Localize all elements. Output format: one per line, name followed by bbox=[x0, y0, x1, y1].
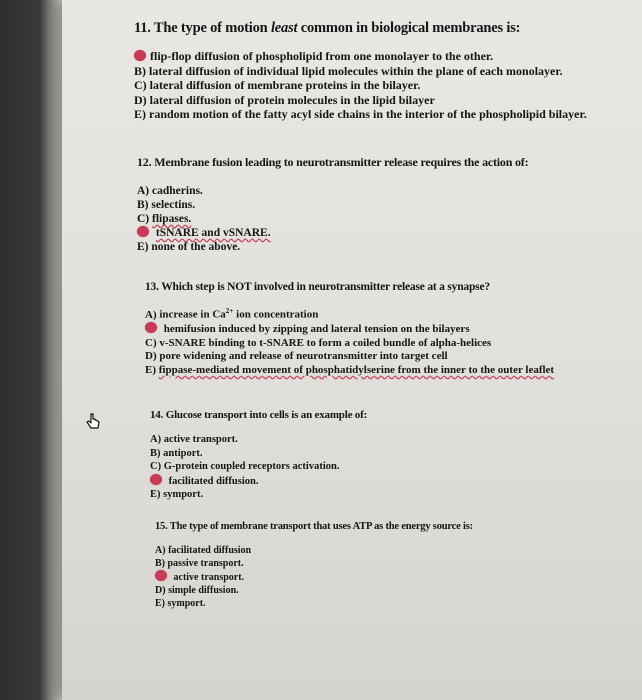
question-11-title: 11. The type of motion least common in biological membranes is: bbox=[134, 20, 521, 36]
option-13-b[interactable]: hemifusion induced by zipping and lateral tension on the bilayers bbox=[145, 322, 554, 337]
answer-mark-icon bbox=[134, 50, 146, 61]
question-14 bbox=[150, 409, 367, 502]
question-13-title: 13. Which step is NOT involved in neurotransmitter release at a synapse? bbox=[145, 281, 490, 293]
option-11-b[interactable]: B) lateral diffusion of individual lipid molecules within the plane of each monolayer. bbox=[134, 63, 563, 78]
option-15-e[interactable]: E) symport. bbox=[155, 598, 206, 609]
option-14-d[interactable]: facilitated diffusion. bbox=[150, 474, 367, 489]
answer-mark-icon bbox=[155, 570, 167, 581]
option-12-c[interactable]: C) flipases. bbox=[137, 213, 192, 225]
option-14-e[interactable]: E) symport. bbox=[150, 489, 204, 500]
option-15-c[interactable]: active transport. bbox=[155, 570, 473, 584]
question-15-title: 15. The type of membrane transport that uses ATP as the energy source is: bbox=[155, 521, 473, 532]
option-13-e[interactable]: E) fippase-mediated movement of phosphatidylserine from the inner to the outer leaflet bbox=[145, 363, 555, 376]
option-12-e[interactable]: E) none of the above. bbox=[137, 241, 241, 253]
option-13-a[interactable]: A) increase in $Ca^{2+}$ ion concentration bbox=[145, 307, 319, 321]
answer-mark-icon bbox=[137, 226, 149, 237]
answer-mark-icon bbox=[145, 322, 157, 333]
question-12 bbox=[137, 155, 528, 254]
option-14-b[interactable]: B) antiport. bbox=[150, 447, 203, 459]
option-11-c[interactable]: C) lateral diffusion of membrane proteins in the bilayer. bbox=[134, 78, 421, 92]
option-14-a[interactable]: A) active transport. bbox=[150, 434, 238, 445]
option-14-c[interactable]: C) G-protein coupled receptors activation. bbox=[150, 461, 340, 472]
option-12-d[interactable]: tSNARE and vSNARE. bbox=[137, 226, 528, 240]
answer-mark-icon bbox=[150, 474, 162, 485]
option-15-b[interactable]: B) passive transport. bbox=[155, 558, 244, 569]
option-11-d[interactable]: D) lateral diffusion of protein molecules in the lipid bilayer bbox=[134, 92, 435, 107]
question-11 bbox=[134, 20, 587, 122]
question-12-title: 12. Membrane fusion leading to neurotransmitter release requires the action of: bbox=[137, 155, 529, 169]
option-11-a[interactable]: flip-flop diffusion of phospholipid from one monolayer to the other. bbox=[134, 49, 587, 64]
option-12-a[interactable]: A) cadherins. bbox=[137, 185, 203, 197]
option-11-e[interactable]: E) random motion of the fatty acyl side chains in the interior of the phospholipid bilayer. bbox=[134, 107, 587, 121]
option-15-d[interactable]: D) simple diffusion. bbox=[155, 585, 239, 596]
option-13-d[interactable]: D) pore widening and release of neurotransmitter into target cell bbox=[145, 350, 448, 363]
option-12-b[interactable]: B) selectins. bbox=[137, 199, 196, 211]
question-14-title: 14. Glucose transport into cells is an example of: bbox=[150, 409, 368, 421]
question-13 bbox=[145, 281, 554, 377]
question-15 bbox=[155, 521, 473, 610]
option-13-c[interactable]: C) v-SNARE binding to t-SNARE to form a coiled bundle of alpha-helices bbox=[145, 336, 492, 349]
option-15-a[interactable]: A) facilitated diffusion bbox=[155, 545, 252, 556]
pointer-hand-icon bbox=[85, 413, 101, 431]
